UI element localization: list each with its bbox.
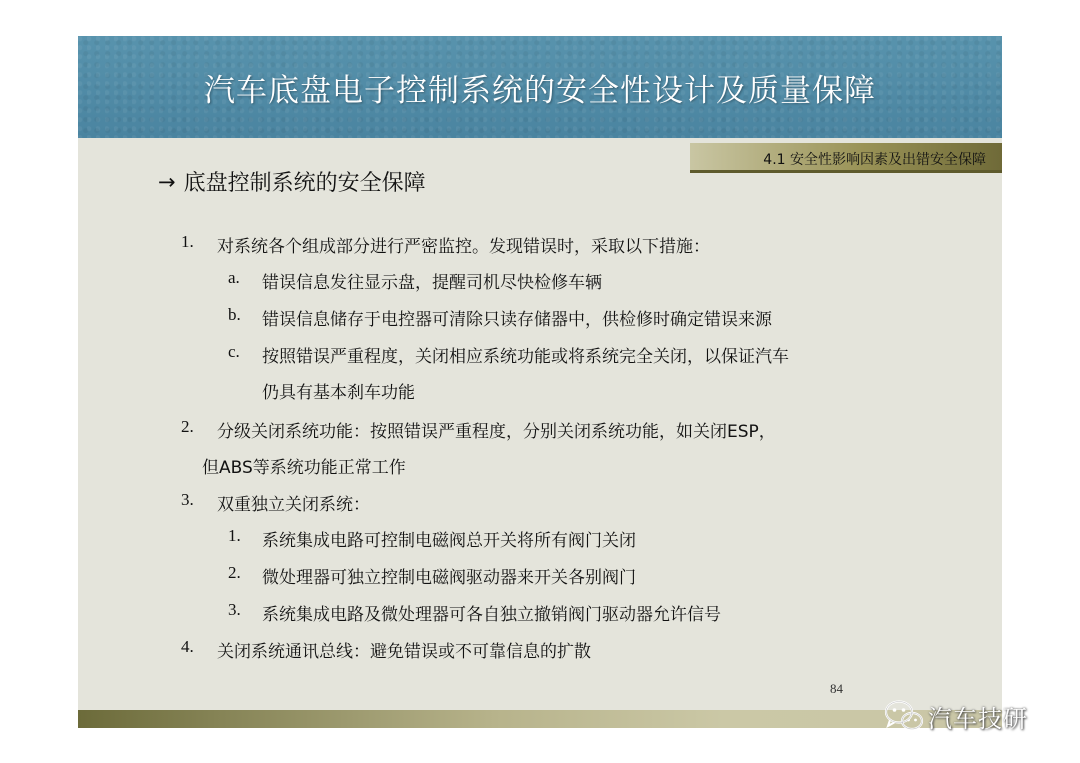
list-item-text: 对系统各个组成部分进行严密监控。发现错误时，采取以下措施： bbox=[217, 237, 710, 257]
list-item-marker: 4. bbox=[181, 637, 194, 656]
sub-item-text: 错误信息储存于电控器可清除只读存储器中，供检修时确定错误来源 bbox=[262, 310, 772, 330]
list-item-text: 双重独立关闭系统： bbox=[217, 495, 370, 515]
list-item-text: 分级关闭系统功能：按照错误严重程度，分别关闭系统功能，如关闭ESP， bbox=[217, 422, 776, 442]
slide bbox=[78, 36, 1002, 728]
list-item-marker: 1. bbox=[181, 232, 194, 251]
sub-item-marker: b. bbox=[228, 305, 241, 324]
sub-item-marker: 2. bbox=[228, 563, 241, 582]
watermark bbox=[884, 694, 1028, 738]
sub-item-marker: c. bbox=[228, 342, 240, 361]
list-item-marker: 3. bbox=[181, 490, 194, 509]
sub-item-text: 系统集成电路可控制电磁阀总开关将所有阀门关闭 bbox=[262, 531, 636, 551]
section-heading-text: 底盘控制系统的安全保障 bbox=[183, 171, 426, 196]
sub-item-marker: 1. bbox=[228, 526, 241, 545]
footer-bar bbox=[78, 710, 1002, 728]
sub-item-text: 按照错误严重程度，关闭相应系统功能或将系统完全关闭，以保证汽车 bbox=[262, 347, 789, 367]
slide-title: 汽车底盘电子控制系统的安全性设计及质量保障 bbox=[204, 72, 876, 109]
sub-item-text-continued: 仍具有基本刹车功能 bbox=[262, 383, 415, 403]
section-tag-label: 4.1 安全性影响因素及出错安全保障 bbox=[763, 152, 986, 168]
list-item-marker: 2. bbox=[181, 417, 194, 436]
sub-item-text: 错误信息发往显示盘，提醒司机尽快检修车辆 bbox=[262, 273, 602, 293]
list-item-text-continued: 但ABS等系统功能正常工作 bbox=[202, 458, 406, 478]
sub-item-marker: a. bbox=[228, 268, 240, 287]
slide-content bbox=[78, 36, 1002, 728]
sub-item-text: 微处理器可独立控制电磁阀驱动器来开关各别阀门 bbox=[262, 568, 636, 588]
watermark-text: 汽车技研 bbox=[928, 704, 1028, 733]
arrow-icon: → bbox=[158, 169, 176, 194]
page-number: 84 bbox=[830, 681, 843, 696]
sub-item-marker: 3. bbox=[228, 600, 241, 619]
list-item-text: 关闭系统通讯总线：避免错误或不可靠信息的扩散 bbox=[217, 642, 591, 662]
wechat-icon bbox=[884, 699, 924, 733]
sub-item-text: 系统集成电路及微处理器可各自独立撤销阀门驱动器允许信号 bbox=[262, 605, 721, 625]
